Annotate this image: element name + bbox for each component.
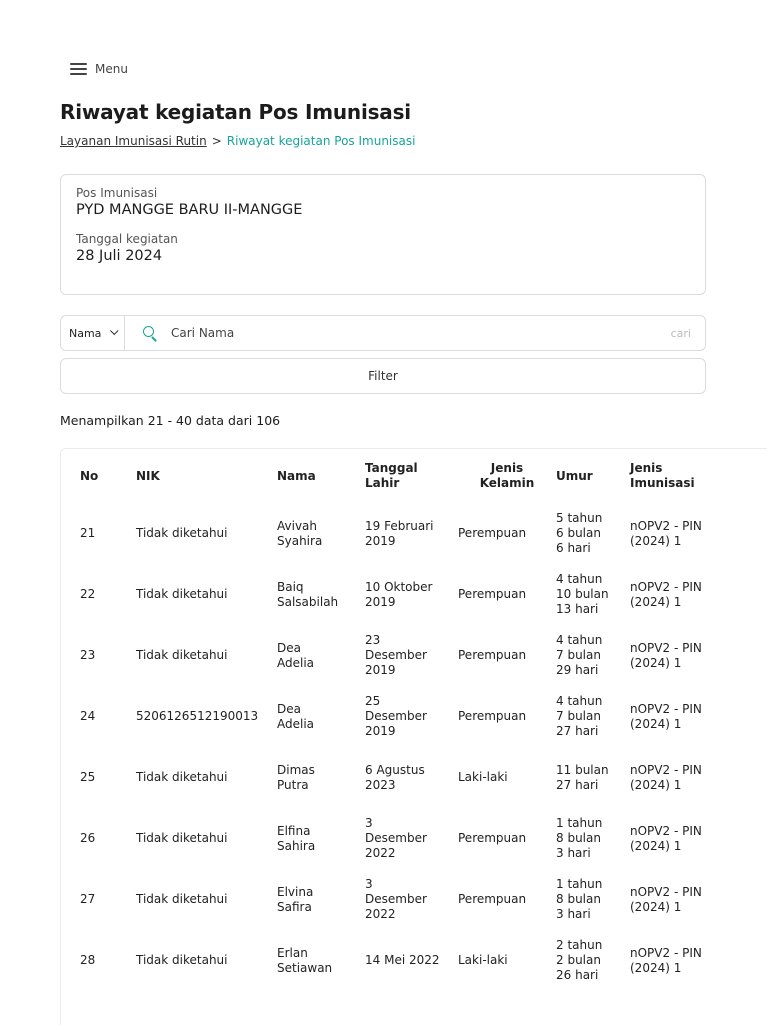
table-row [61, 503, 767, 564]
col-header-no: No [80, 468, 99, 483]
search-bar [60, 315, 706, 351]
col-header-tanggal-lahir: Tanggal Lahir [365, 461, 418, 490]
search-icon [143, 326, 157, 340]
table-row [61, 686, 767, 747]
cell-jenis-imunisasi: nOPV2 - PIN (2024) 1 [630, 823, 702, 853]
cell-jenis-imunisasi: nOPV2 - PIN (2024) 1 [630, 884, 702, 914]
table-row [61, 747, 767, 808]
cell-umur: 4 tahun 10 bulan 13 hari [556, 572, 609, 616]
cell-jenis-kelamin: Perempuan [458, 709, 527, 723]
cell-nik: Tidak diketahui [136, 770, 228, 784]
cell-jenis-kelamin: Laki-laki [458, 770, 508, 784]
results-summary: Menampilkan 21 - 40 data dari 106 [60, 413, 281, 428]
cell-jenis-imunisasi: nOPV2 - PIN (2024) 1 [630, 579, 702, 609]
pos-label: Pos Imunisasi [76, 186, 158, 200]
cell-nama: Baiq Salsabilah [277, 579, 339, 609]
table-row [61, 930, 767, 991]
table-header-row [61, 449, 767, 503]
search-field-select[interactable] [61, 316, 125, 350]
cell-jenis-kelamin: Laki-laki [458, 953, 508, 967]
cell-jenis-kelamin: Perempuan [458, 526, 527, 540]
cell-no: 26 [80, 831, 96, 845]
cell-umur: 4 tahun 7 bulan 27 hari [556, 694, 603, 738]
cell-tanggal-lahir: 14 Mei 2022 [365, 953, 440, 967]
cell-nik: Tidak diketahui [136, 587, 228, 601]
cell-jenis-imunisasi: nOPV2 - PIN (2024) 1 [630, 640, 702, 670]
table-row [61, 808, 767, 869]
cell-umur: 1 tahun 8 bulan 3 hari [556, 877, 603, 921]
cell-tanggal-lahir: 23 Desember 2019 [365, 633, 427, 677]
cell-jenis-kelamin: Perempuan [458, 587, 527, 601]
col-header-jenis-imunisasi: Jenis Imunisasi [630, 461, 695, 490]
cell-tanggal-lahir: 3 Desember 2022 [365, 816, 427, 860]
col-header-nik: NIK [136, 468, 160, 483]
cell-no: 22 [80, 587, 96, 601]
chevron-down-icon [110, 327, 118, 335]
cell-no: 27 [80, 892, 96, 906]
cell-tanggal-lahir: 6 Agustus 2023 [365, 762, 425, 792]
cell-umur: 4 tahun 7 bulan 29 hari [556, 633, 603, 677]
cell-nama: Dea Adelia [277, 640, 315, 670]
page-title: Riwayat kegiatan Pos Imunisasi [60, 100, 411, 124]
cell-jenis-imunisasi: nOPV2 - PIN (2024) 1 [630, 701, 702, 731]
cell-nama: Erlan Setiawan [277, 945, 333, 975]
immunization-table-container[interactable] [60, 448, 767, 1025]
date-value: 28 Juli 2024 [76, 248, 163, 264]
col-header-umur: Umur [556, 468, 593, 483]
cell-nama: Avivah Syahira [277, 518, 323, 548]
cell-umur: 1 tahun 8 bulan 3 hari [556, 816, 603, 860]
cell-tanggal-lahir: 19 Februari 2019 [365, 518, 434, 548]
cell-tanggal-lahir: 3 Desember 2022 [365, 877, 427, 921]
menu-label: Menu [95, 62, 128, 76]
immunization-table [61, 449, 767, 991]
cell-jenis-imunisasi: nOPV2 - PIN (2024) 1 [630, 518, 702, 548]
cell-jenis-imunisasi: nOPV2 - PIN (2024) 1 [630, 945, 702, 975]
breadcrumb [60, 134, 415, 148]
cell-nik: Tidak diketahui [136, 648, 228, 662]
cell-nik: Tidak diketahui [136, 831, 228, 845]
cell-no: 21 [80, 526, 96, 540]
breadcrumb-current: Riwayat kegiatan Pos Imunisasi [226, 134, 416, 148]
cell-tanggal-lahir: 25 Desember 2019 [365, 694, 427, 738]
cell-umur: 2 tahun 2 bulan 26 hari [556, 938, 603, 982]
cell-no: 23 [80, 648, 96, 662]
cell-nik: Tidak diketahui [136, 526, 228, 540]
cell-nik: Tidak diketahui [136, 892, 228, 906]
table-row [61, 869, 767, 930]
breadcrumb-separator: > [211, 134, 222, 148]
filter-button[interactable]: Filter [60, 358, 706, 394]
cell-nama: Dea Adelia [277, 701, 315, 731]
cell-nama: Elfina Sahira [277, 823, 316, 853]
cell-nama: Elvina Safira [277, 884, 314, 914]
cell-tanggal-lahir: 10 Oktober 2019 [365, 579, 433, 609]
col-header-jenis-kelamin: Jenis Kelamin [479, 461, 535, 490]
table-row [61, 625, 767, 686]
col-header-nama: Nama [277, 468, 316, 483]
cell-jenis-kelamin: Perempuan [458, 831, 527, 845]
cell-jenis-kelamin: Perempuan [458, 648, 527, 662]
cell-nik: Tidak diketahui [136, 953, 228, 967]
breadcrumb-link-layanan[interactable]: Layanan Imunisasi Rutin [60, 134, 207, 148]
table-row [61, 564, 767, 625]
table-body [61, 503, 767, 991]
cell-nik: 5206126512190013 [136, 709, 259, 723]
cell-no: 25 [80, 770, 96, 784]
cell-no: 28 [80, 953, 96, 967]
search-input[interactable] [169, 325, 671, 341]
pos-value: PYD MANGGE BARU II-MANGGE [76, 202, 303, 218]
search-field-select-value: Nama [69, 326, 102, 340]
cell-jenis-kelamin: Perempuan [458, 892, 527, 906]
cell-jenis-imunisasi: nOPV2 - PIN (2024) 1 [630, 762, 702, 792]
menu-button[interactable] [70, 62, 128, 76]
cell-no: 24 [80, 709, 96, 723]
hamburger-icon [70, 63, 87, 75]
search-submit-hint[interactable]: cari [670, 326, 691, 340]
date-label: Tanggal kegiatan [76, 232, 178, 246]
cell-umur: 5 tahun 6 bulan 6 hari [556, 511, 603, 555]
cell-umur: 11 bulan 27 hari [556, 762, 609, 792]
activity-info-card [60, 174, 706, 295]
cell-nama: Dimas Putra [277, 762, 315, 792]
